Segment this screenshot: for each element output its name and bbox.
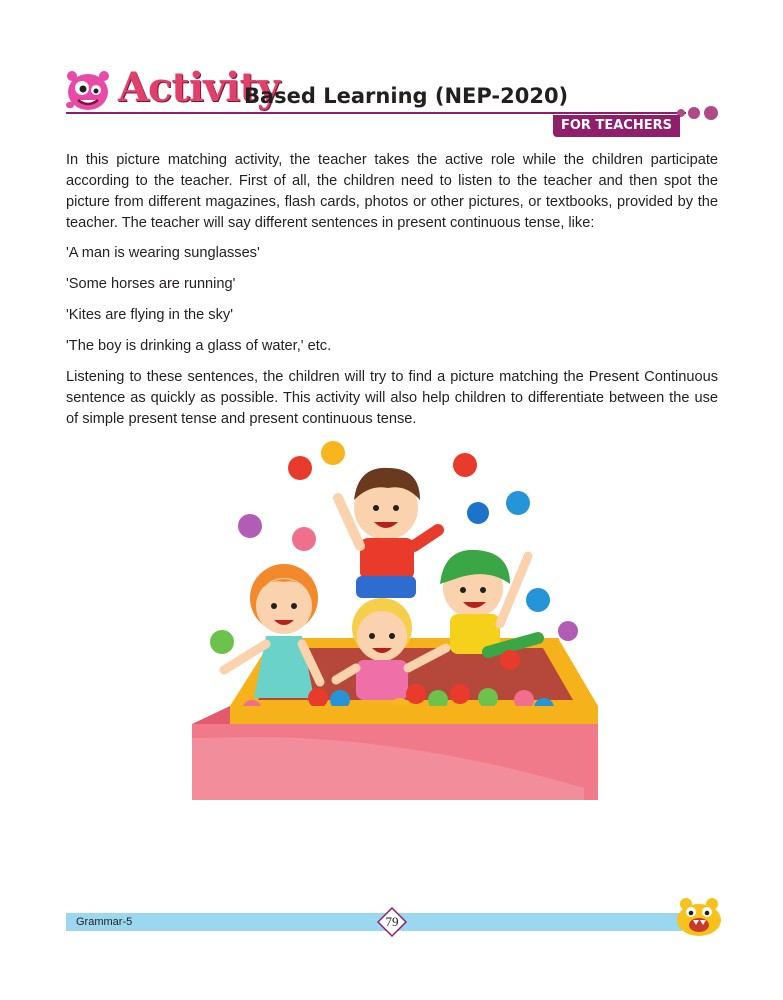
yellow-monster-icon	[672, 894, 726, 938]
intro-paragraph: In this picture matching activity, the teacher takes the active role while the children participate according to the teacher. First of all, the children need to listen to the teacher and then spot the picture from different magazines, flash cards, photos or other pictures, or textbooks, provided by the teacher. The teacher will say different sentences in present continuous tense, like:	[66, 152, 718, 231]
example-sentence: 'Some horses are running'	[66, 276, 236, 292]
children-ball-pit-illustration	[188, 438, 603, 808]
header-divider	[66, 112, 686, 114]
title-subtitle: Based Learning (NEP-2020)	[244, 84, 569, 108]
example-sentence: 'Kites are flying in the sky'	[66, 307, 233, 323]
page-number: 79	[385, 914, 399, 929]
closing-paragraph: Listening to these sentences, the children will try to find a picture matching the Present Continuous sentence as quickly as possible. This activity will also help children to differentiate between the use of simple present tense and present continuous tense.	[66, 369, 718, 427]
decorative-dots-icon	[676, 104, 720, 122]
page-header	[0, 0, 783, 150]
pink-monster-icon	[62, 68, 114, 114]
example-sentence: 'A man is wearing sunglasses'	[66, 245, 260, 261]
example-sentence: 'The boy is drinking a glass of water,' etc.	[66, 338, 332, 354]
book-title: Grammar-5	[76, 916, 133, 928]
for-teachers-badge: FOR TEACHERS	[553, 115, 680, 137]
activity-description	[66, 150, 718, 439]
title-activity: Activity	[118, 64, 280, 111]
